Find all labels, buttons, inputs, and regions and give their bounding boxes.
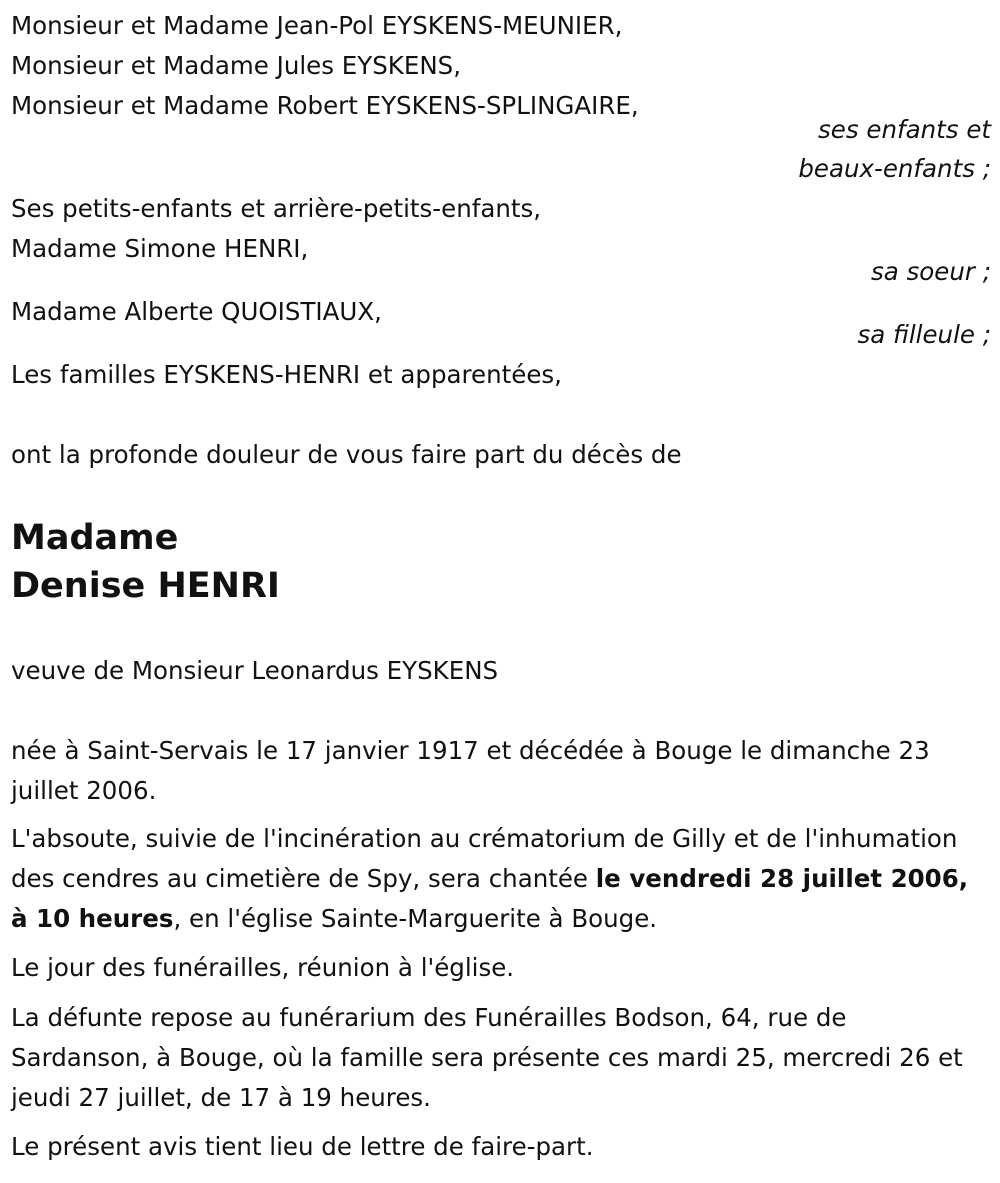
grandchildren-line: Ses petits-enfants et arrière-petits-enfants, (11, 194, 542, 223)
families-line: Les familles EYSKENS-HENRI et apparentées, (11, 360, 562, 389)
deceased-name: Denise HENRI (11, 566, 280, 606)
closing-line: Le présent avis tient lieu de lettre de faire-part. (11, 1132, 594, 1161)
family-line-robert: Monsieur et Madame Robert EYSKENS-SPLINGAIRE, (11, 91, 639, 120)
ceremony-datetime: le vendredi 28 juillet 2006, à 10 heures (11, 864, 969, 933)
goddaughter-role: sa filleule ; (857, 320, 991, 349)
ceremony-paragraph (11, 819, 986, 939)
announcement-line: ont la profonde douleur de vous faire part du décès de (11, 440, 682, 469)
birth-death-paragraph: née à Saint-Servais le 17 janvier 1917 et décédée à Bouge le dimanche 23 juillet 2006. (11, 736, 930, 805)
family-line-jules: Monsieur et Madame Jules EYSKENS, (11, 51, 461, 80)
ceremony-place: , en l'église Sainte-Marguerite à Bouge. (173, 904, 658, 933)
meeting-line: Le jour des funérailles, réunion à l'église. (11, 953, 515, 982)
ceremony-intro: L'absoute, suivie de l'incinération au crématorium de Gilly et de l'inhumation des cendres au cimetière de Spy, sera chantée (11, 824, 958, 893)
sister-role: sa soeur ; (870, 257, 991, 286)
children-role-line-2: beaux-enfants ; (798, 154, 991, 183)
deceased-title: Madame (11, 518, 179, 558)
visitation-paragraph: La défunte repose au funérarium des Funérailles Bodson, 64, rue de Sardanson, à Bouge, où la famille sera présente ces mardi 25, mercredi 26 et jeudi 27 juillet, de 17 à 19 heures. (11, 1003, 963, 1112)
family-line-jean-pol: Monsieur et Madame Jean-Pol EYSKENS-MEUNIER, (11, 11, 623, 40)
children-role-line-1: ses enfants et (818, 115, 991, 144)
goddaughter-line: Madame Alberte QUOISTIAUX, (11, 297, 382, 326)
widow-line: veuve de Monsieur Leonardus EYSKENS (11, 656, 499, 685)
sister-line: Madame Simone HENRI, (11, 234, 309, 263)
